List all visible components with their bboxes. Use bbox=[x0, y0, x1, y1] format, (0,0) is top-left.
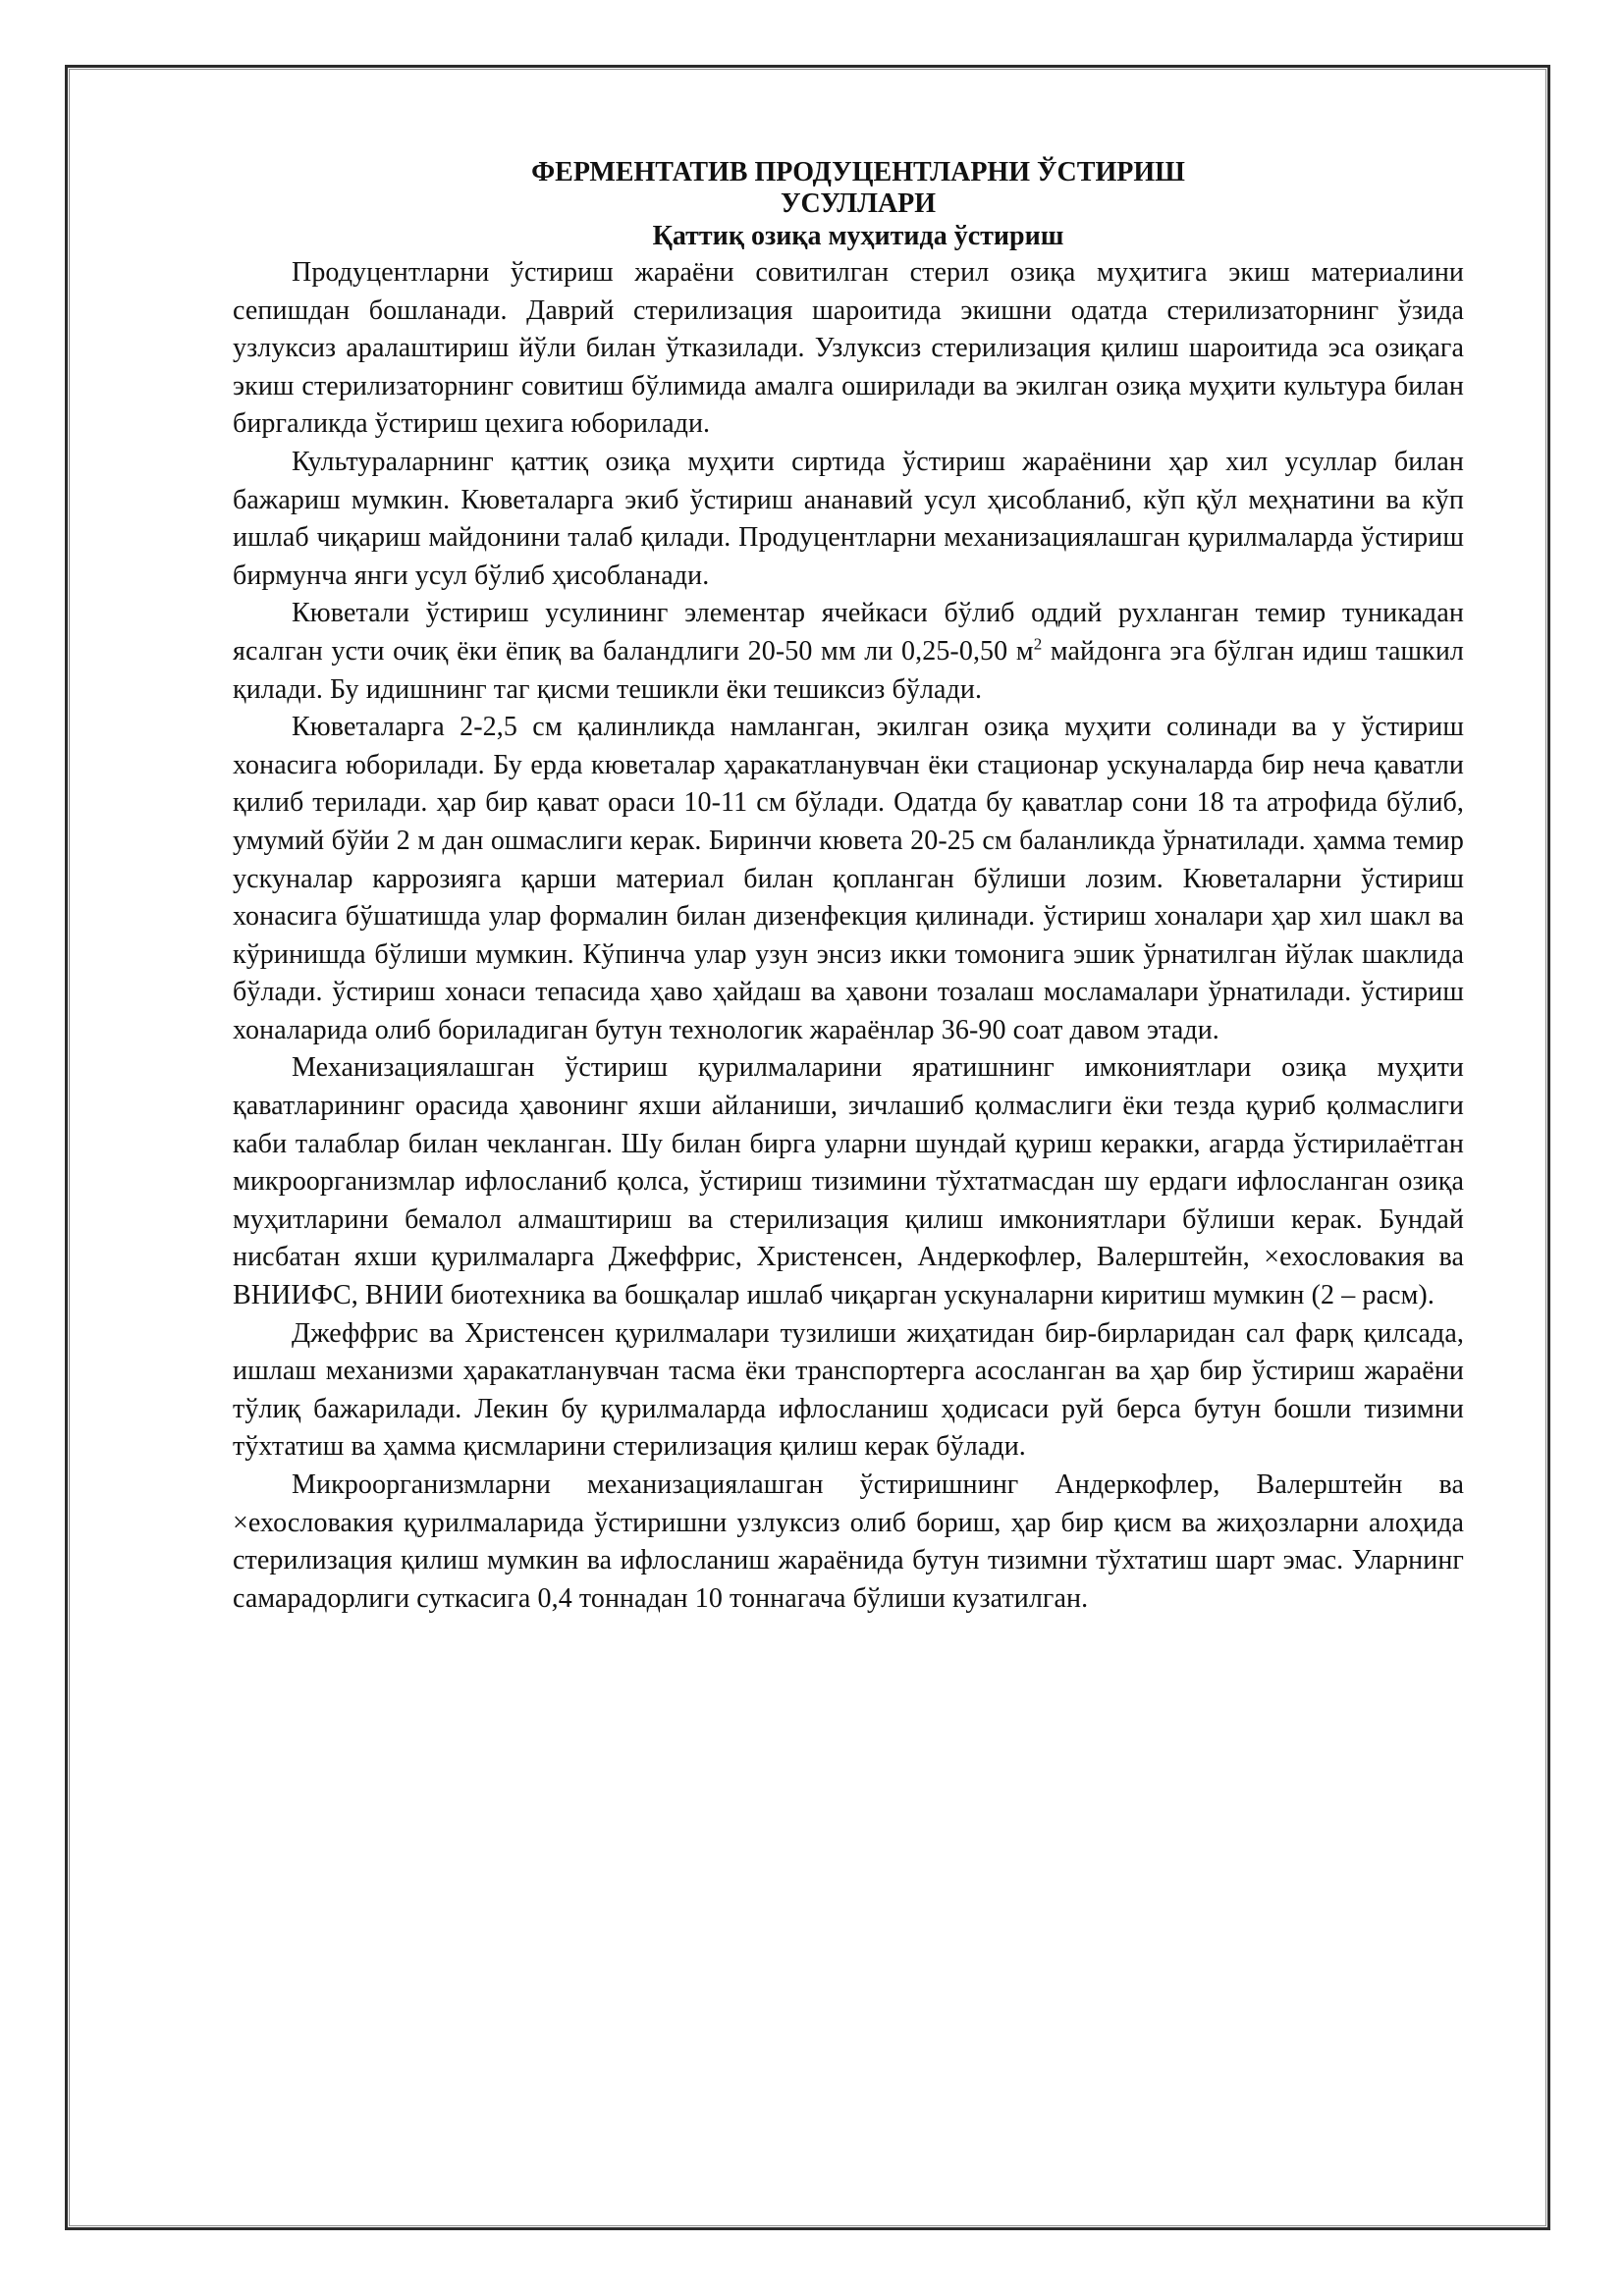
paragraph-3-text-a: Кюветали ўстириш усулининг элементар ячейкаси бўлиб оддий рухланган темир туникадан ясалган усти очиқ ёки ёпиқ ва баландлиги 20-50 мм ли 0,25-0,50 м bbox=[233, 598, 1464, 667]
paragraph-7: Микроорганизмларни механизациялашган ўстиришнинг Андеркофлер, Валерштейн ва ×ехословакия қурилмаларида ўстиришни узлуксиз олиб бориш, ҳар бир қисм ва жиҳозларни алоҳида стерилизация қилиш мумкин ва ифлосланиш жараёнида бутун тизимни тўхтатиш шарт эмас. Уларнинг самарадорлиги суткасига 0,4 тоннадан 10 тоннагача бўлиши кузатилган. bbox=[233, 1469, 1464, 1614]
title-line-2: УСУЛЛАРИ bbox=[780, 188, 937, 219]
title-line-1: ФЕРМЕНТАТИВ ПРОДУЦЕНТЛАРНИ ЎСТИРИШ bbox=[531, 157, 1185, 187]
document-body bbox=[233, 157, 1464, 1618]
paragraph-4: Кюветаларга 2-2,5 см қалинликда намланган, экилган озиқа муҳити солинади ва у ўстириш хонасига юборилади. Бу ерда кюветалар ҳаракатланувчан ёки стационар ускуналарда бир неча қаватли қилиб терилади. ҳар бир қават ораси 10-11 см бўлади. Одатда бу қаватлар сони 18 та атрофида бўлиб, умумий бўйи 2 м дан ошмаслиги керак. Биринчи кювета 20-25 см баланликда ўрнатилади. ҳамма темир ускуналар каррозияга қарши материал билан қопланган бўлиши лозим. Кюветаларни ўстириш хонасига бўшатишда улар формалин билан дизенфекция қилинади. ўстириш хоналари ҳар хил шакл ва кўринишда бўлиши мумкин. Кўпинча улар узун энсиз икки томонига эшик ўрнатилган йўлак шаклида бўлади. ўстириш хонаси тепасида ҳаво ҳайдаш ва ҳавони тозалаш мосламалари ўрнатилади. ўстириш хоналарида олиб бориладиган бутун технологик жараёнлар 36-90 соат давом этади. bbox=[233, 712, 1464, 1045]
paragraph-3 bbox=[233, 595, 1464, 709]
section-subtitle: Қаттиқ озиқа муҳитида ўстириш bbox=[652, 221, 1064, 251]
paragraph-2: Культураларнинг қаттиқ озиқа муҳити сиртида ўстириш жараёнини ҳар хил усуллар билан бажариш мумкин. Кюветаларга экиб ўстириш ананавий усул ҳисобланиб, кўп қўл меҳнатини ва кўп ишлаб чиқариш майдонини талаб қилади. Продуцентларни механизациялашган қурилмаларда ўстириш бирмунча янги усул бўлиб ҳисобланади. bbox=[233, 446, 1464, 591]
paragraph-3-text-b: майдонга эга бўлган идиш ташкил қилади. Бу идишнинг таг қисми тешикли ёки тешиксиз бўлади. bbox=[233, 635, 1465, 705]
paragraph-1: Продуцентларни ўстириш жараёни совитилган стерил озиқа муҳитига экиш материалини сепишдан бошланади. Даврий стерилизация шароитида экишни одатда стерилизаторнинг ўзида узлуксиз аралаштириш йўли билан ўтказилади. Узлуксиз стерилизация қилиш шароитида эса озиқага экиш стерилизаторнинг совитиш бўлимида амалга оширилади ва экилган озиқа муҳити культура билан биргаликда ўстириш цехига юборилади. bbox=[233, 257, 1464, 440]
paragraph-6: Джеффрис ва Христенсен қурилмалари тузилиши жиҳатидан бир-бирларидан сал фарқ қилсада, ишлаш механизми ҳаракатланувчан тасма ёки транспортерга асосланган ва ҳар бир ўстириш жараёни тўлиқ бажарилади. Лекин бу қурилмаларда ифлосланиш ҳодисаси руй берса бутун бошли тизимни тўхтатиш ва ҳамма қисмларини стерилизация қилиш керак бўлади. bbox=[233, 1317, 1464, 1463]
paragraph-3-superscript: 2 bbox=[1033, 634, 1043, 654]
paragraph-5: Механизациялашган ўстириш қурилмаларини яратишнинг имкониятлари озиқа муҳити қаватларининг орасида ҳавонинг яхши айланиши, зичлашиб қолмаслиги ёки тезда қуриб қолмаслиги каби талаблар билан чекланган. Шу билан бирга уларни шундай қуриш керакки, агарда ўстирилаётган микроорганизмлар ифлосланиб қолса, ўстириш тизимини тўхтатмасдан шу ердаги ифлосланган озиқа муҳитларини бемалол алмаштириш ва стерилизация қилиш имкониятлари бўлиши керак. Бундай нисбатан яхши қурилмаларга Джеффрис, Христенсен, Андеркофлер, Валерштейн, ×ехословакия ва ВНИИФС, ВНИИ биотехника ва бошқалар ишлаб чиқарган ускуналарни киритиш мумкин (2 – расм). bbox=[233, 1052, 1464, 1311]
